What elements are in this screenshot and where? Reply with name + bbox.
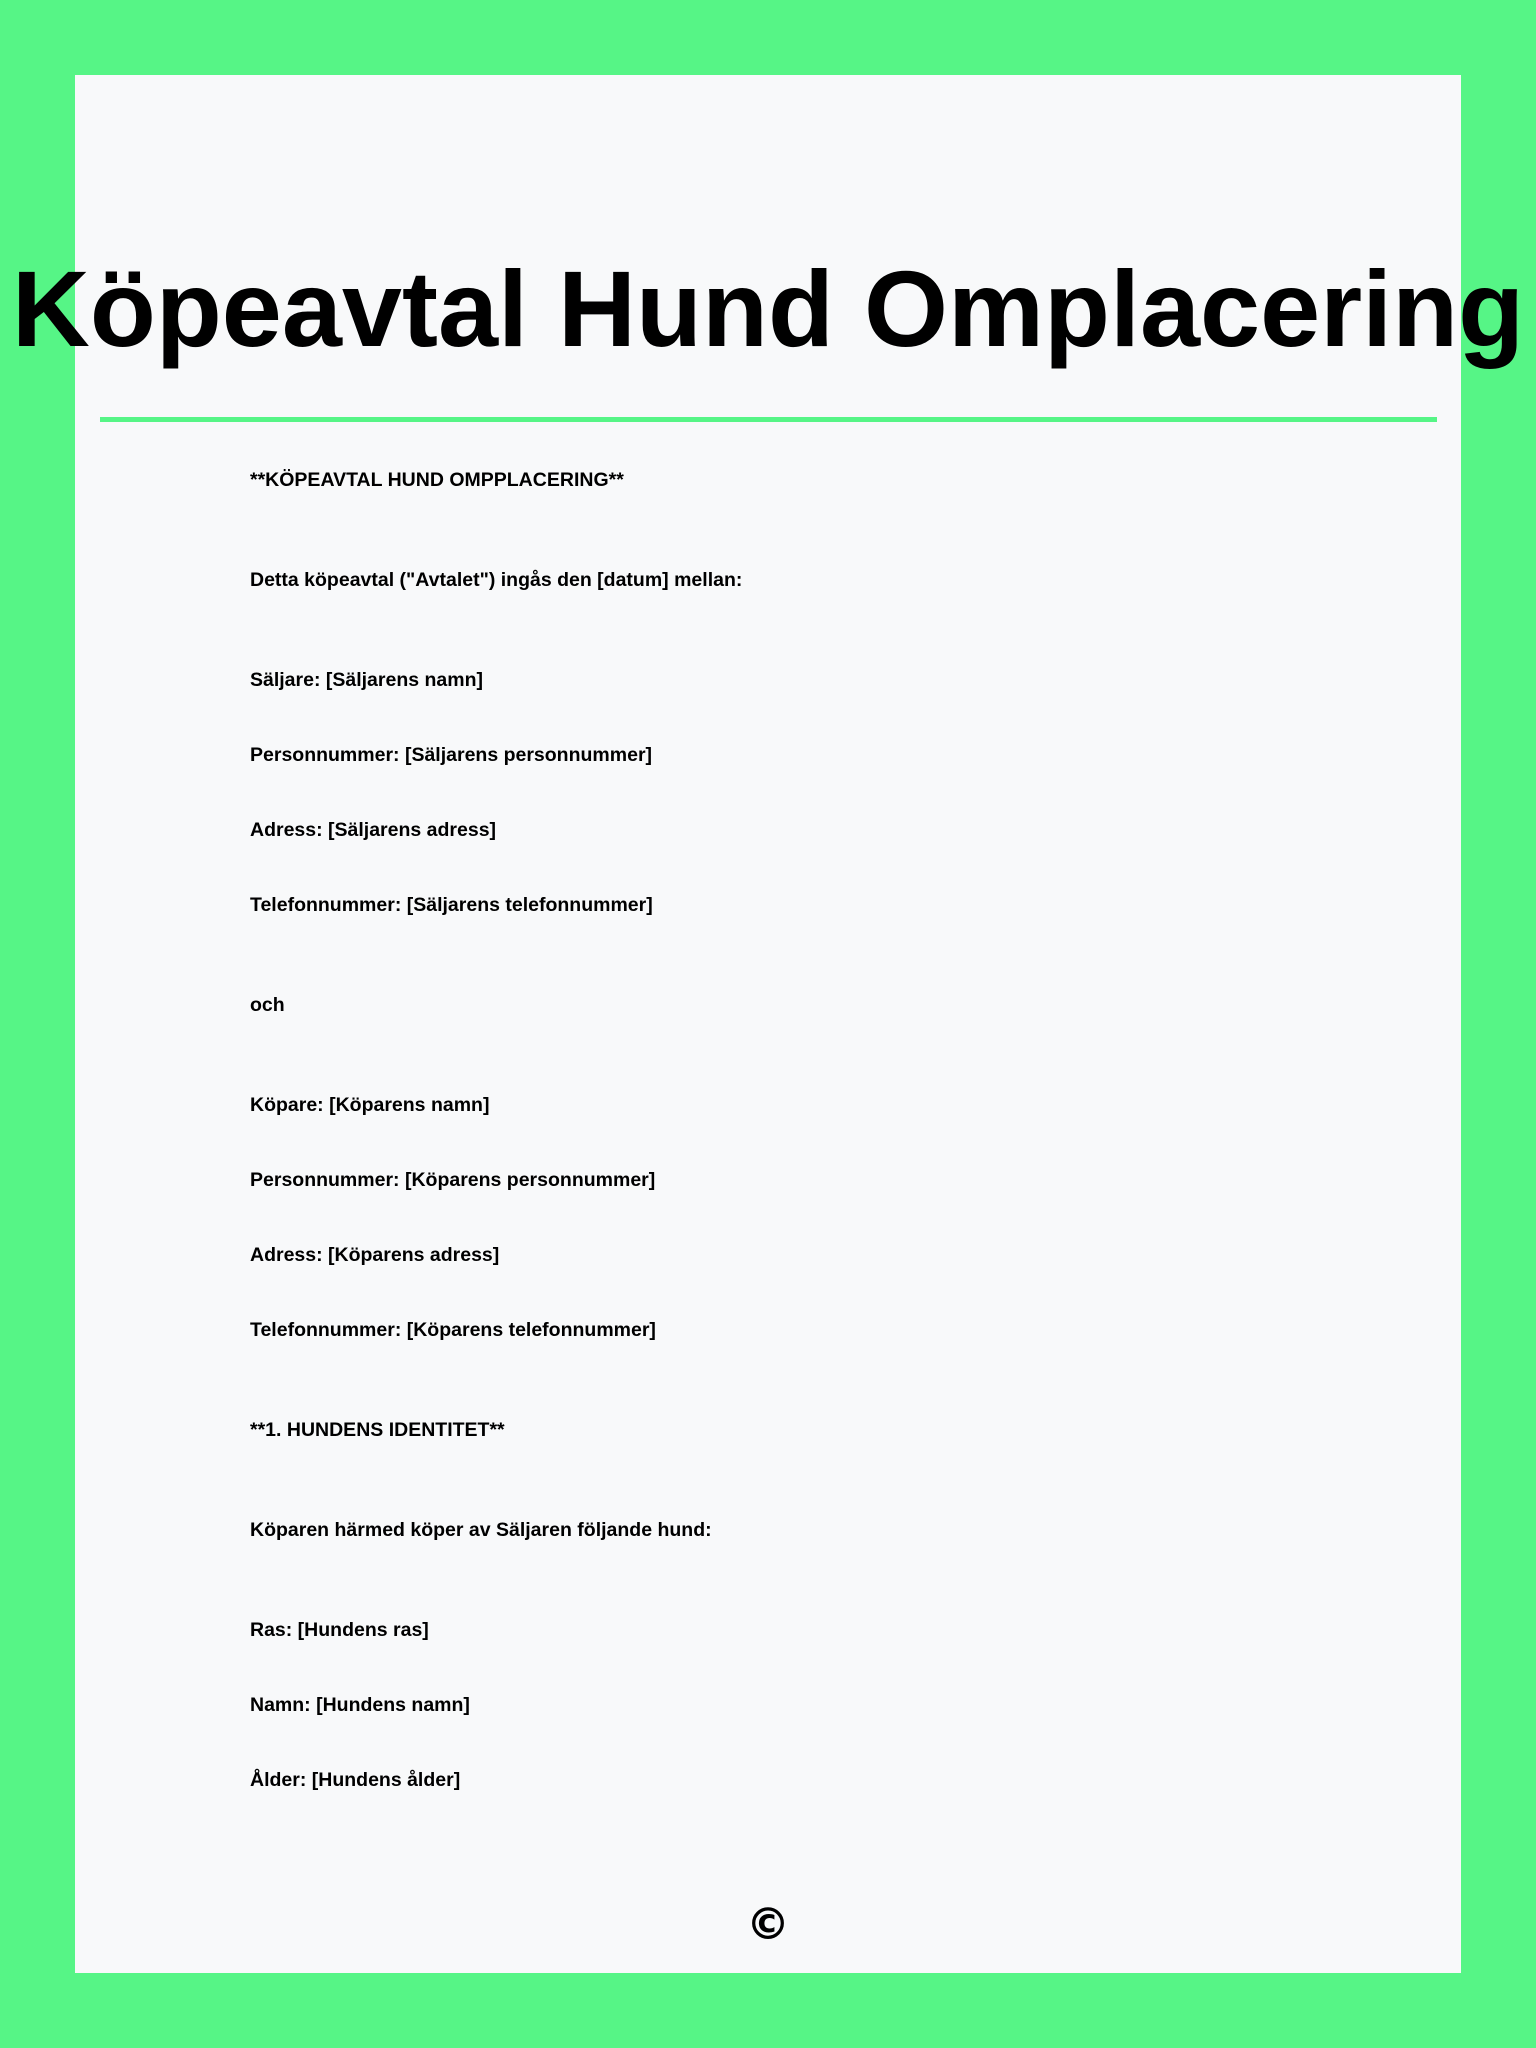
buyer-address: Adress: [Köparens adress] <box>250 1244 500 1266</box>
buyer-personnummer: Personnummer: [Köparens personnummer] <box>250 1169 656 1191</box>
dog-name: Namn: [Hundens namn] <box>250 1694 470 1716</box>
seller-name: Säljare: [Säljarens namn] <box>250 669 484 691</box>
document-heading: **KÖPEAVTAL HUND OMPPLACERING** <box>250 469 624 491</box>
buyer-name: Köpare: [Köparens namn] <box>250 1094 490 1116</box>
dog-age: Ålder: [Hundens ålder] <box>250 1769 461 1791</box>
page-title: Köpeavtal Hund Omplacering <box>11 248 1525 369</box>
seller-phone: Telefonnummer: [Säljarens telefonnummer] <box>250 894 653 916</box>
conjunction-text: och <box>250 994 285 1016</box>
section-1-heading: **1. HUNDENS IDENTITET** <box>250 1419 505 1441</box>
seller-address: Adress: [Säljarens adress] <box>250 819 497 841</box>
copyright-icon: © <box>746 1899 790 1950</box>
title-divider <box>100 417 1437 422</box>
dog-breed: Ras: [Hundens ras] <box>250 1619 429 1641</box>
intro-paragraph: Detta köpeavtal ("Avtalet") ingås den [datum] mellan: <box>250 569 743 591</box>
section-1-intro: Köparen härmed köper av Säljaren följande hund: <box>250 1519 712 1541</box>
buyer-phone: Telefonnummer: [Köparens telefonnummer] <box>250 1319 656 1341</box>
document-page <box>11 75 1525 1973</box>
seller-personnummer: Personnummer: [Säljarens personnummer] <box>250 744 653 766</box>
